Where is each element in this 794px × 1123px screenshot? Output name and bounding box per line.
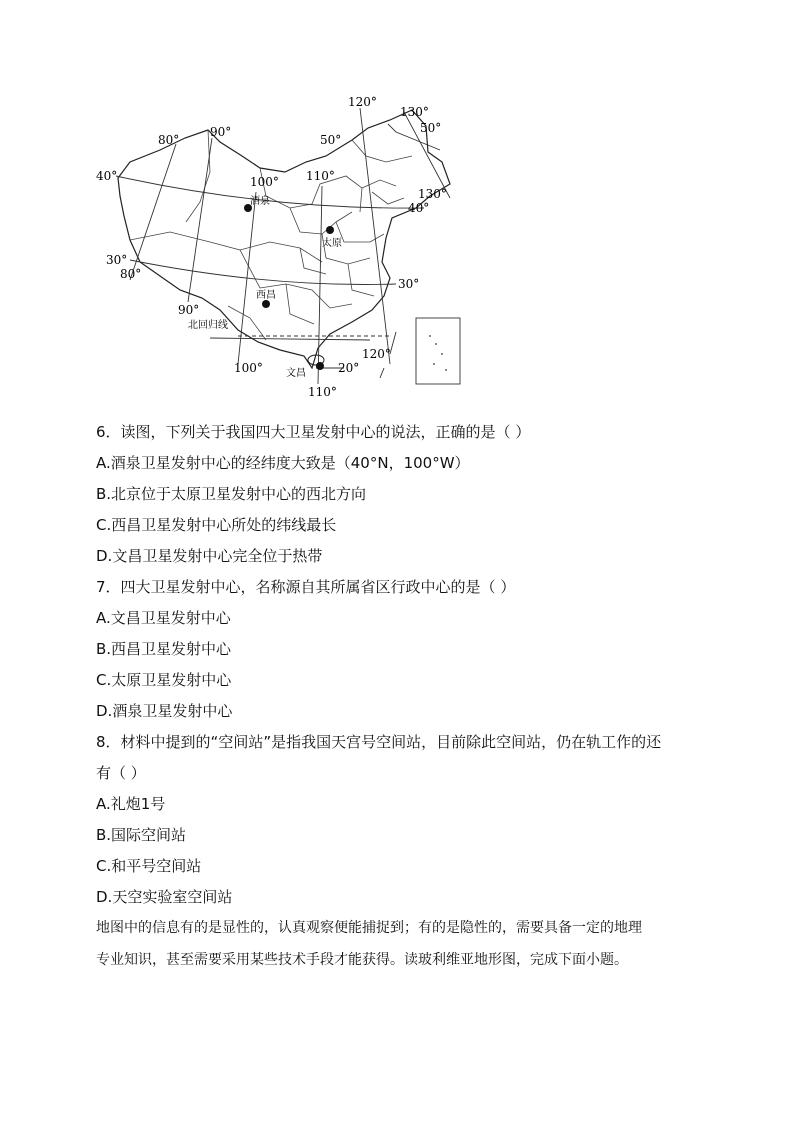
lat-label-30-left: 30° [106,253,128,267]
question-8-stem-line2: 有（ ） [96,764,146,782]
xichang-label: 西昌 [256,290,276,301]
lat-label-50-left: 50° [320,133,342,147]
lon-label-110-bottom: 110° [308,385,337,398]
wenchang-label: 文昌 [286,368,306,379]
lat-label-40-right: 40° [408,201,430,215]
question-8-option-c: C.和平号空间站 [96,857,202,875]
question-8-option-d: D.天空实验室空间站 [96,888,233,906]
question-6-option-a: A.酒泉卫星发射中心的经纬度大致是（40°N，100°W） [96,454,470,472]
lon-label-100-top: 100° [250,175,279,189]
tropic-label: 北回归线 [188,320,228,331]
xichang-site-marker [262,300,270,308]
intro-paragraph-line1: 地图中的信息有的是显性的，认真观察便能捕捉到；有的是隐性的，需要具备一定的地理 [96,920,642,936]
question-7-option-a: A.文昌卫星发射中心 [96,609,231,627]
lon-label-80-bottom: 80° [120,267,142,281]
question-6-option-d: D.文昌卫星发射中心完全位于热带 [96,547,323,565]
china-outline [118,110,450,368]
taiyuan-site-marker [326,226,334,234]
lat-label-30-right: 30° [398,277,420,291]
lon-label-120-top: 120° [348,95,377,109]
lon-label-110-top: 110° [306,169,335,183]
province-borders [130,130,412,340]
jiuquan-label: 酒泉 [250,196,270,207]
question-8-stem-line1: 8．材料中提到的“空间站”是指我国天宫号空间站，目前除此空间站，仍在轨工作的还 [96,733,662,751]
question-6-option-b: B.北京位于太原卫星发射中心的西北方向 [96,485,367,503]
lat-label-20: 20° [338,361,360,375]
question-7-option-b: B.西昌卫星发射中心 [96,640,232,658]
china-satellite-launch-map [90,92,490,398]
inset-islands [429,335,447,371]
question-6-option-c: C.西昌卫星发射中心所处的纬线最长 [96,516,337,534]
lat-label-50-right: 50° [420,121,442,135]
taiyuan-label: 太原 [322,238,342,249]
question-7-stem: 7．四大卫星发射中心，名称源自其所属省区行政中心的是（ ） [96,578,516,596]
question-7-option-d: D.酒泉卫星发射中心 [96,702,233,720]
lat-label-40-left: 40° [96,169,118,183]
wenchang-site-marker [316,362,324,370]
lon-label-120-bottom: 120° [362,347,391,361]
lon-label-130-top: 130° [400,105,429,119]
lon-label-90-top: 90° [210,125,232,139]
lon-label-130-right: 130° [418,187,447,201]
question-8-option-a: A.礼炮1号 [96,795,166,813]
lon-label-90-bottom: 90° [178,303,200,317]
lon-label-100-bottom: 100° [234,361,263,375]
question-6-stem: 6．读图，下列关于我国四大卫星发射中心的说法，正确的是（ ） [96,423,531,441]
south-china-sea-inset [416,318,460,384]
lon-label-80-top: 80° [158,133,180,147]
intro-paragraph-line2: 专业知识，甚至需要采用某些技术手段才能获得。读玻利维亚地形图，完成下面小题。 [96,952,628,968]
question-8-option-b: B.国际空间站 [96,826,187,844]
question-7-option-c: C.太原卫星发射中心 [96,671,232,689]
